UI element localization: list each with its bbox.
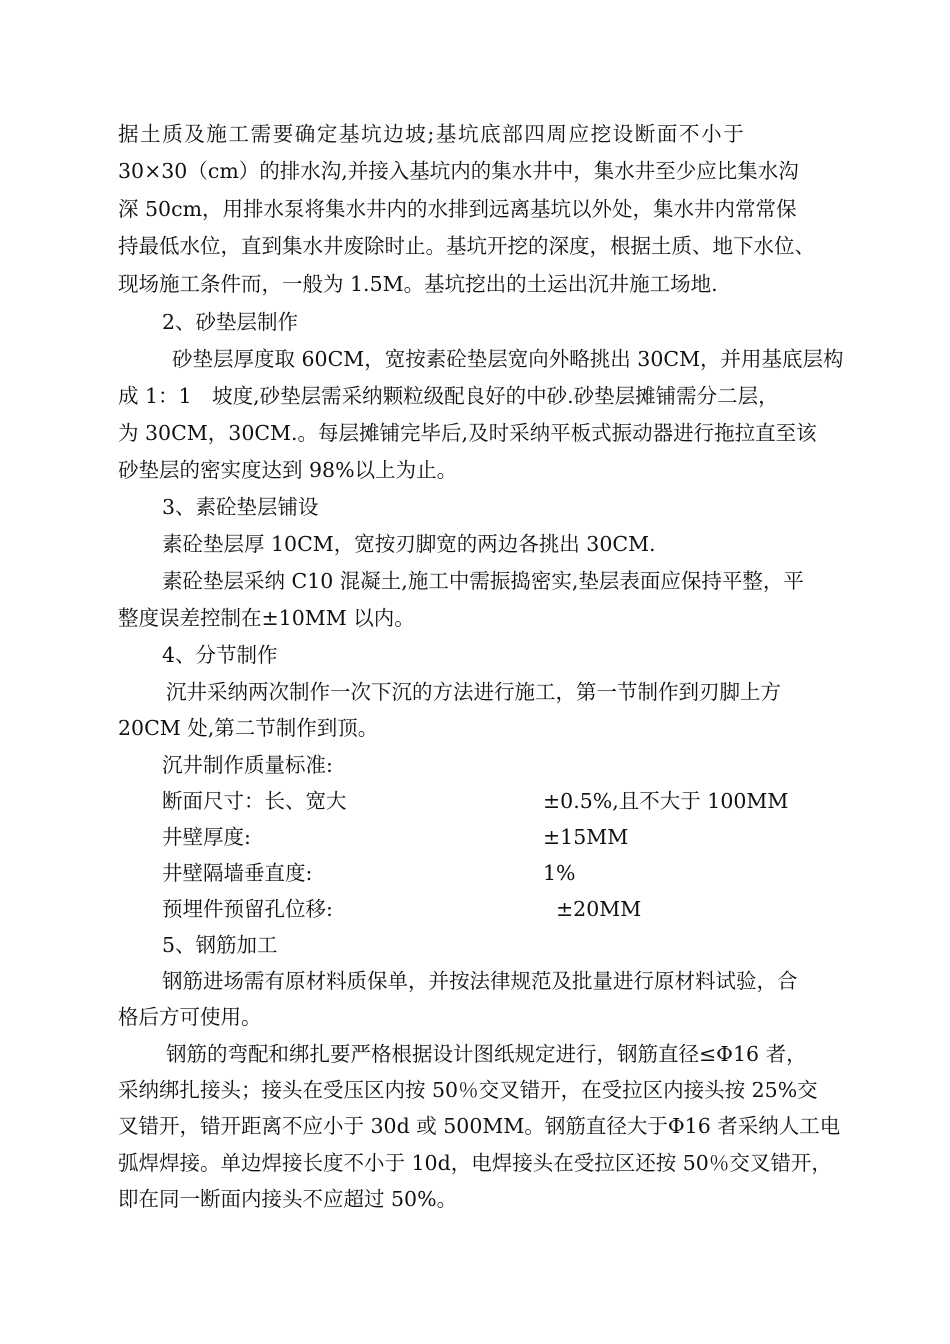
- paragraph-line: 砂垫层的密实度达到 98%以上为止。: [118, 458, 458, 482]
- standard-row: [162, 855, 312, 891]
- standard-value: 1%: [543, 861, 576, 885]
- paragraph-line: 格后方可使用。: [118, 1005, 262, 1029]
- paragraph-line: 整度误差控制在±10MM 以内。: [118, 606, 415, 630]
- standard-value-row: [543, 855, 576, 891]
- standard-row: [162, 819, 251, 855]
- paragraph-line: 30×30（cm）的排水沟,并接入基坑内的集水井中，集水井至少应比集水沟: [118, 159, 799, 183]
- section-heading: 5、钢筋加工: [162, 933, 278, 957]
- paragraph-line: 为 30CM，30CM.。每层摊铺完毕后,及时采纳平板式振动器进行拖拉直至该: [118, 421, 817, 445]
- paragraph-line: 深 50cm，用排水泵将集水井内的水排到远离基坑以外处，集水井内常常保: [118, 197, 797, 221]
- standard-value-row: [543, 819, 628, 855]
- paragraph-line: 持最低水位，直到集水井废除时止。基坑开挖的深度，根据土质、地下水位、: [118, 234, 815, 258]
- section-heading: 4、分节制作: [162, 643, 278, 667]
- paragraph-line: 即在同一断面内接头不应超过 50%。: [118, 1187, 458, 1211]
- section-heading: 2、砂垫层制作: [162, 310, 299, 334]
- paragraph-line: 沉井采纳两次制作一次下沉的方法进行施工，第一节制作到刃脚上方: [166, 680, 781, 704]
- standard-value: ±0.5%,且不大于 100MM: [543, 789, 789, 813]
- paragraph-line: 素砼垫层采纳 C10 混凝土,施工中需振捣密实,垫层表面应保持平整，平: [162, 569, 804, 593]
- section-heading: 3、素砼垫层铺设: [162, 495, 319, 519]
- standard-value: ±20MM: [556, 897, 642, 921]
- standard-label: 井壁隔墙垂直度:: [162, 861, 313, 885]
- paragraph-line: 钢筋进场需有原材料质保单，并按法律规范及批量进行原材料试验，合: [162, 969, 798, 993]
- paragraph-line: 沉井制作质量标准:: [162, 753, 333, 777]
- paragraph-line: 钢筋的弯配和绑扎要严格根据设计图纸规定进行，钢筋直径≤Φ16 者，: [166, 1042, 807, 1066]
- standard-label: 井壁厚度:: [162, 825, 251, 849]
- paragraph-line: 现场施工条件而，一般为 1.5M。基坑挖出的土运出沉井施工场地.: [118, 272, 718, 296]
- standard-value-row: [543, 783, 788, 819]
- standard-label: 预埋件预留孔位移:: [162, 897, 333, 921]
- paragraph-line: 弧焊焊接。单边焊接长度不小于 10d，电焊接头在受拉区还按 50％交叉错开，: [118, 1151, 832, 1175]
- paragraph-line: 叉错开，错开距离不应小于 30d 或 500MM。钢筋直径大于Φ16 者采纳人工电: [118, 1114, 841, 1138]
- standard-row: [162, 783, 347, 819]
- paragraph-line: 20CM 处,第二节制作到顶。: [118, 716, 379, 740]
- paragraph-line: 素砼垫层厚 10CM，宽按刃脚宽的两边各挑出 30CM.: [162, 532, 656, 556]
- standard-value-row: [556, 891, 641, 927]
- paragraph-line: 砂垫层厚度取 60CM，宽按素砼垫层宽向外略挑出 30CM，并用基底层构: [172, 347, 844, 371]
- paragraph-line: 据土质及施工需要确定基坑边坡;基坑底部四周应挖设断面不小于: [118, 122, 746, 146]
- standard-row: [162, 891, 333, 927]
- standard-label: 断面尺寸：长、宽大: [162, 789, 347, 813]
- paragraph-line: 采纳绑扎接头；接头在受压区内按 50％交叉错开，在受拉区内接头按 25%交: [118, 1078, 818, 1102]
- paragraph-line: 成 1：1 坡度,砂垫层需采纳颗粒级配良好的中砂.砂垫层摊铺需分二层，: [118, 384, 779, 408]
- standard-value: ±15MM: [543, 825, 629, 849]
